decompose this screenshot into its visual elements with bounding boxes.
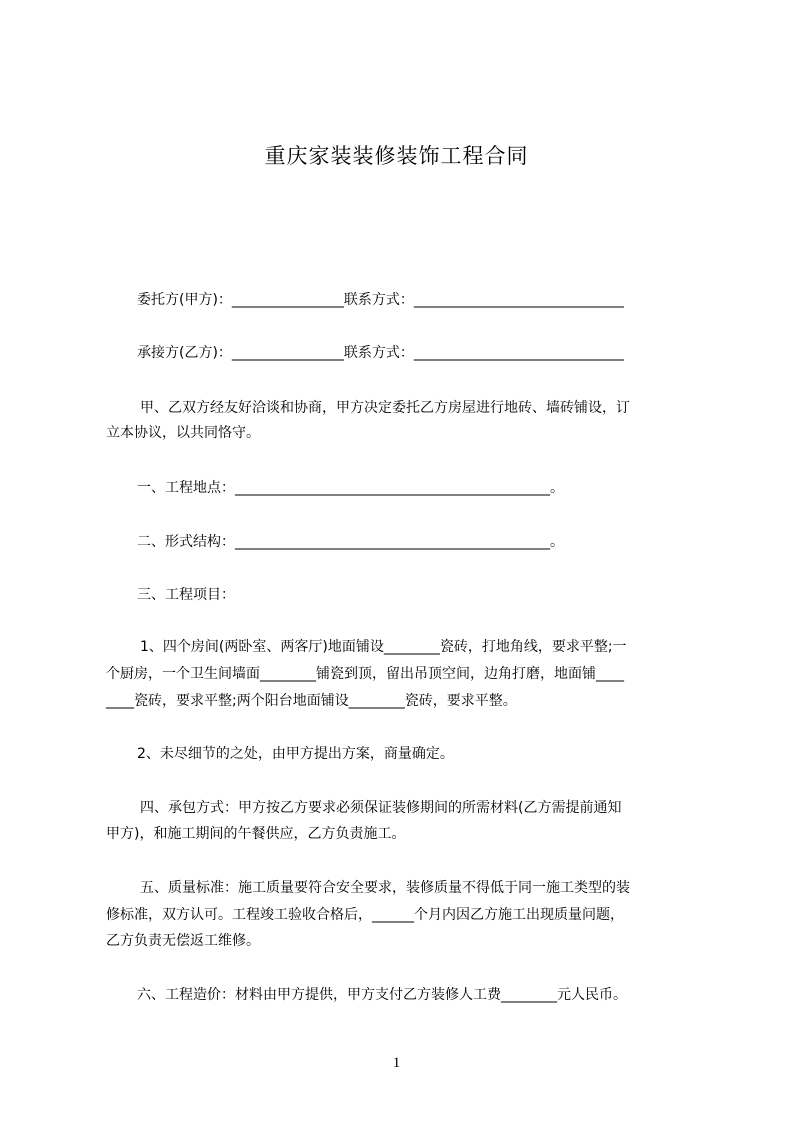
section-5-line-3: 乙方负责无偿返工维修。	[106, 933, 260, 949]
section-2-structure: 二、形式结构：_____________________________________________。	[137, 534, 564, 550]
page-number: 1	[392, 1055, 401, 1071]
section-5-line-2: 修标准，双方认可。工程竣工验收合格后，______个月内因乙方施工出现质量问题，	[106, 907, 624, 923]
item-1-line-2: 个厨房，一个卫生间墙面________铺瓷到顶，留出吊顶空间，边角打磨，地面铺____	[106, 666, 624, 682]
section-4-line-2: 甲方)，和施工期间的午餐供应，乙方负责施工。	[106, 826, 406, 842]
party-a-line: 委托方(甲方)：________________联系方式：______________________________	[137, 292, 624, 308]
section-4-line-1: 四、承包方式：甲方按乙方要求必须保证装修期间的所需材料(乙方需提前通知	[140, 800, 622, 816]
section-1-location: 一、工程地点：_____________________________________________。	[137, 480, 564, 496]
document-title: 重庆家装装修装饰工程合同	[264, 144, 529, 168]
intro-paragraph-line-2: 立本协议，以共同恪守。	[106, 425, 260, 441]
section-6-price: 六、工程造价：材料由甲方提供，甲方支付乙方装修人工费________元人民币。	[137, 987, 627, 1003]
item-1-line-3: ____瓷砖，要求平整;两个阳台地面铺设________瓷砖，要求平整。	[106, 693, 517, 709]
item-1-line-1: 1、四个房间(两卧室、两客厅)地面铺设________瓷砖，打地角线，要求平整;一	[140, 639, 627, 655]
section-3-heading: 三、工程项目：	[137, 587, 235, 603]
section-5-line-1: 五、质量标准：施工质量要符合安全要求，装修质量不得低于同一施工类型的装	[140, 880, 630, 896]
intro-paragraph-line-1: 甲、乙双方经友好洽谈和协商，甲方决定委托乙方房屋进行地砖、墙砖铺设，订	[140, 400, 630, 416]
item-2: 2、未尽细节的之处，由甲方提出方案，商量确定。	[137, 746, 454, 762]
party-b-line: 承接方(乙方)：________________联系方式：______________________________	[137, 345, 624, 361]
